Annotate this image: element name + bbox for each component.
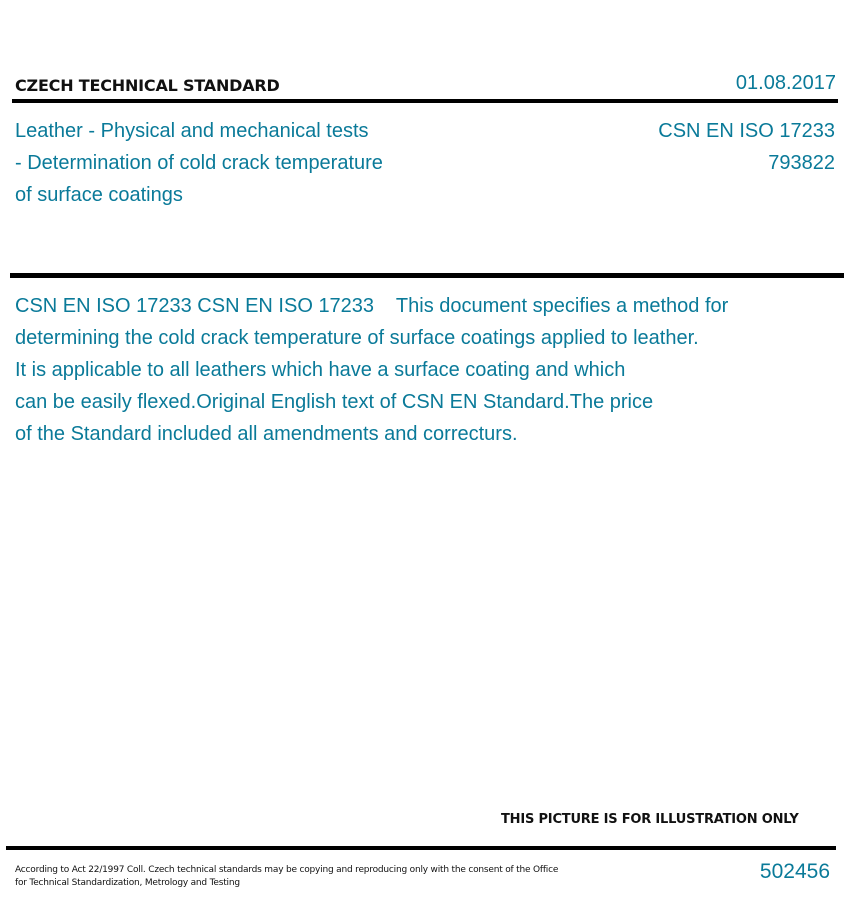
footer-divider [6, 846, 836, 850]
abstract-line: It is applicable to all leathers which have a surface coating and which [15, 359, 626, 381]
document-title-line: - Determination of cold crack temperature [15, 152, 383, 174]
publication-date: 01.08.2017 [735, 72, 836, 94]
abstract-line: determining the cold crack temperature of surface coatings applied to leather. [15, 327, 699, 349]
catalog-number: 793822 [768, 152, 835, 174]
legal-notice-line: for Technical Standardization, Metrology and Testing [15, 878, 240, 888]
abstract-line: can be easily flexed.Original English text of CSN EN Standard.The price [15, 391, 654, 413]
document-title-line: Leather - Physical and mechanical tests [15, 120, 369, 142]
document-title-line: of surface coatings [15, 184, 183, 206]
abstract-line: of the Standard included all amendments and correcturs. [15, 423, 518, 445]
standard-type-heading: CZECH TECHNICAL STANDARD [15, 76, 280, 95]
header-divider [12, 99, 838, 103]
legal-notice [15, 864, 615, 890]
abstract [15, 290, 815, 450]
section-divider [10, 273, 844, 278]
footer-code: 502456 [759, 860, 830, 883]
document-title [15, 115, 455, 211]
document-identifiers [658, 115, 835, 179]
abstract-line: CSN EN ISO 17233 CSN EN ISO 17233 This document specifies a method for [15, 295, 729, 317]
illustration-note: THIS PICTURE IS FOR ILLUSTRATION ONLY [501, 812, 799, 827]
legal-notice-line: According to Act 22/1997 Coll. Czech technical standards may be copying and reproducing only with the consent of the Office [15, 865, 559, 875]
standard-number: CSN EN ISO 17233 [658, 120, 835, 142]
